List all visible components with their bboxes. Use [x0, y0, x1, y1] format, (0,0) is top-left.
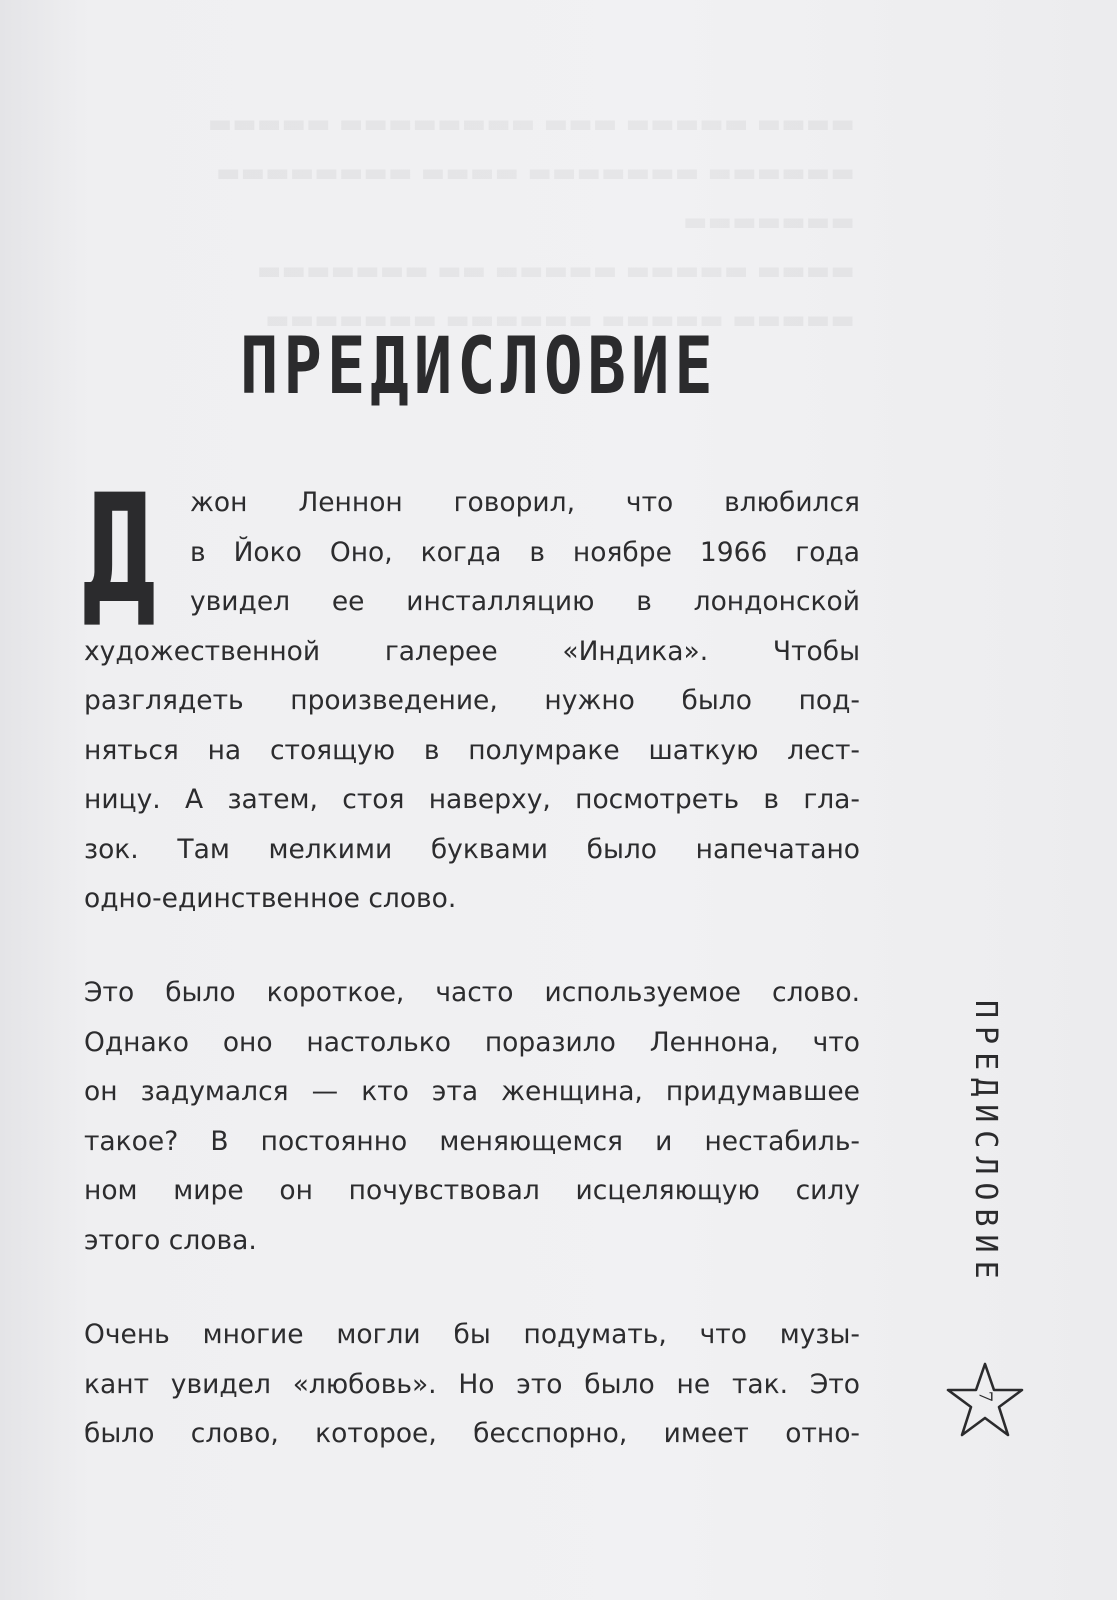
text-line: Очень многие могли бы подумать, что музы- [84, 1319, 860, 1350]
chapter-title: ПРЕДИСЛОВИЕ [240, 322, 718, 412]
paragraph-3 [84, 1310, 860, 1459]
text-line: он задумался — кто эта женщина, придумавшее [84, 1076, 860, 1107]
text-line: кант увидел «любовь». Но это было не так. Это [84, 1368, 860, 1400]
text-line: увидел ее инсталляцию в лондонской [190, 586, 860, 617]
text-line: художественной галерее «Индика». Чтобы [84, 635, 860, 667]
text-line: было слово, которое, бесспорно, имеет отно- [84, 1418, 860, 1449]
page-number: 7 [974, 1390, 996, 1403]
text-line: зок. Там мелкими буквами было напечатано [84, 833, 860, 865]
text-line: такое? В постоянно меняющемся и нестабиль- [84, 1125, 860, 1157]
paragraph-1 [84, 478, 860, 924]
text-line: этого слова. [84, 1224, 257, 1256]
text-line: в Йоко Оно, когда в ноябре 1966 года [190, 536, 860, 568]
paragraph-2 [84, 968, 860, 1265]
running-head: ПРЕДИСЛОВИЕ [968, 1000, 1003, 1287]
text-line: ницу. А затем, стоя наверху, посмотреть в гла- [84, 784, 860, 815]
text-line: ном мире он почувствовал исцеляющую силу [84, 1175, 860, 1206]
page-number-badge [944, 1360, 1026, 1442]
text-line: одно-единственное слово. [84, 883, 457, 914]
text-line: Это было короткое, часто используемое слово. [84, 977, 860, 1008]
drop-cap: Д [82, 463, 157, 637]
text-line: жон Леннон говорил, что влюбился [190, 487, 860, 518]
text-line: няться на стоящую в полумраке шаткую лест- [84, 734, 860, 766]
show-through-text [95, 100, 855, 345]
text-line: разглядеть произведение, нужно было под- [84, 685, 860, 716]
text-line: Однако оно настолько поразило Леннона, что [84, 1026, 860, 1058]
